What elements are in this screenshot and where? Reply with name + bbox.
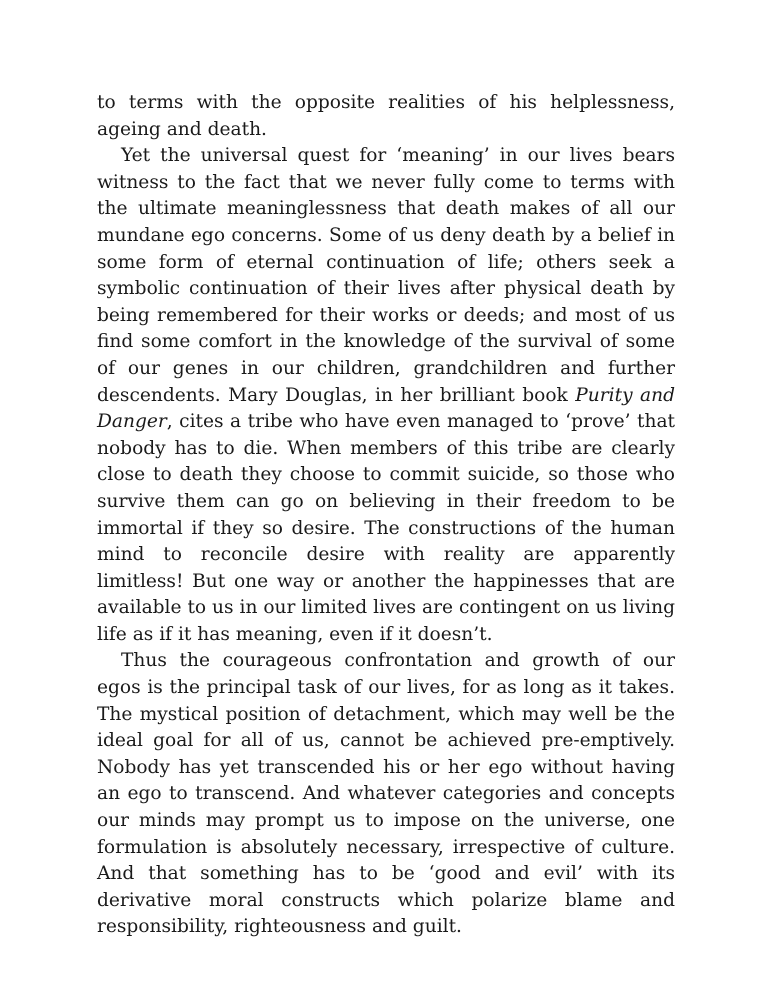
paragraph-2-text-b: , cites a tribe who have even managed to ‘prove’ that nobody has to die. When members of this tribe are clearly close to death they choose to commit suicide, so those who survive them can go on believing in their freedom to be immortal if they so desire. The constructions of the human mind to reconcile desire with reality are apparently limitless! But one way or another the happinesses that are available to us in our limited lives are contingent on us living life as if it has meaning, even if it doesn’t.	[97, 411, 675, 645]
paragraph-1	[97, 90, 675, 143]
page-body	[97, 90, 675, 941]
paragraph-1-text: to terms with the opposite realities of his helplessness, ageing and death.	[97, 92, 675, 140]
book-title: Purity and Danger	[97, 384, 675, 433]
paragraph-3-text: Thus the courageous confrontation and growth of our egos is the principal task of our lives, for as long as it takes. The mystical position of detachment, which may well be the ideal goal for all of us, cannot be achieved pre-emptively. Nobody has yet transcended his or her ego without having an ego to transcend. And whatever categories and concepts our minds may prompt us to impose on the universe, one formulation is absolutely necessary, irrespective of culture. And that something has to be ‘good and evil’ with its derivative moral constructs which polarize blame and responsibility, righteousness and guilt.	[97, 650, 675, 938]
paragraph-2-text-a: Yet the universal quest for ‘meaning’ in our lives bears witness to the fact that we never fully come to terms with the ultimate meaninglessness that death makes of all our mundane ego concerns. Some of us deny death by a belief in some form of eternal continuation of life; others seek a symbolic continuation of their lives after physical death by being remembered for their works or deeds; and most of us find some comfort in the knowledge of the survival of some of our genes in our children, grandchildren and further descendents. Mary Douglas, in her brilliant book	[97, 145, 675, 406]
paragraph-2	[97, 143, 675, 648]
paragraph-3	[97, 648, 675, 941]
